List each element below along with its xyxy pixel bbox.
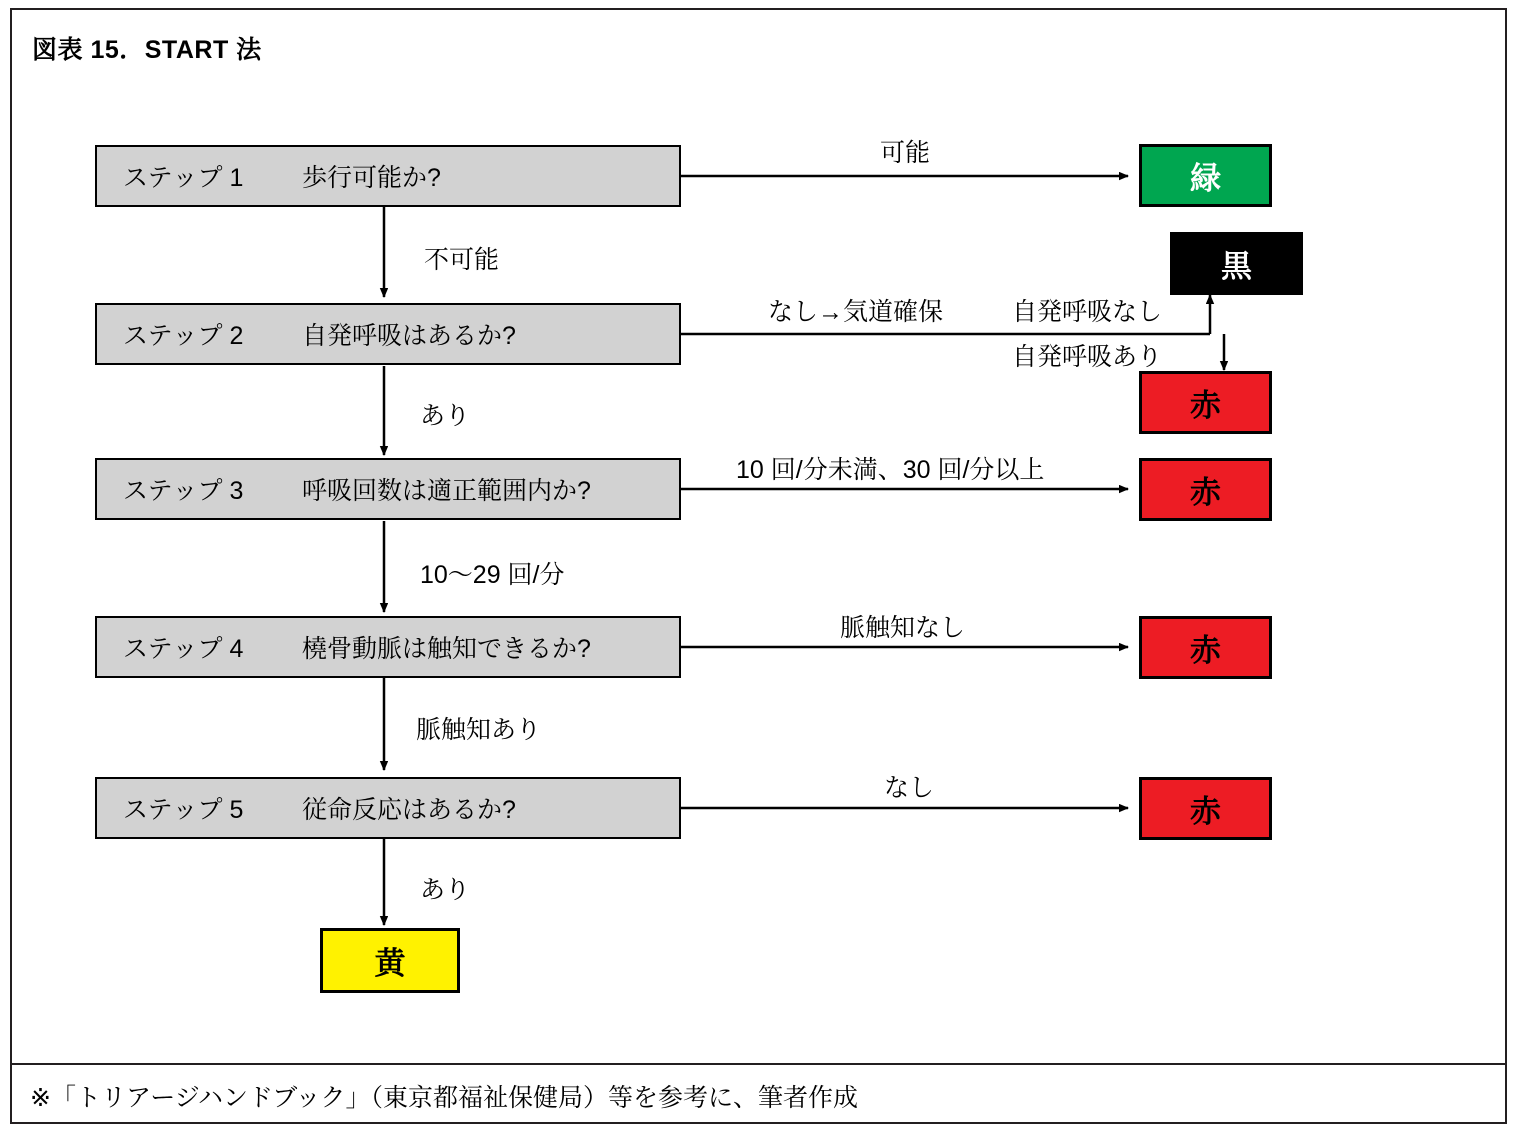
step5-label: ステップ 5 xyxy=(123,796,244,824)
edge-label-walk-impossible: 不可能 xyxy=(424,246,500,274)
tag-red-response[interactable]: 赤 xyxy=(1139,777,1272,840)
step2-question: 自発呼吸はあるか? xyxy=(302,322,516,350)
node-step4[interactable] xyxy=(95,616,681,678)
tag-red-airway[interactable]: 赤 xyxy=(1139,371,1272,434)
step5-question: 従命反応はあるか? xyxy=(302,796,516,824)
edge-label-no-pulse: 脈触知なし xyxy=(840,614,966,642)
edge-label-response-present: あり xyxy=(420,876,471,904)
edge-label-walk-possible: 可能 xyxy=(880,139,931,167)
node-step2[interactable] xyxy=(95,303,681,365)
edge-label-breath-present: あり xyxy=(420,402,471,430)
step3-question: 呼吸回数は適正範囲内か? xyxy=(302,477,591,505)
footnote-divider xyxy=(12,1063,1505,1065)
node-step1[interactable] xyxy=(95,145,681,207)
tag-red-pulse[interactable]: 赤 xyxy=(1139,616,1272,679)
step1-label: ステップ 1 xyxy=(123,164,244,192)
edge-label-resp-normal: 10〜29 回/分 xyxy=(420,561,565,589)
edge-label-resp-out-of-range: 10 回/分未満、30 回/分以上 xyxy=(736,456,1045,484)
edge-label-spontaneous-breath: 自発呼吸あり xyxy=(1012,343,1163,371)
node-step3[interactable] xyxy=(95,458,681,520)
figure-footnote: ※「トリアージハンドブック」（東京都福祉保健局）等を参考に、筆者作成 xyxy=(30,1084,858,1112)
step2-label: ステップ 2 xyxy=(123,322,244,350)
tag-yellow[interactable]: 黄 xyxy=(320,928,460,993)
tag-green[interactable]: 緑 xyxy=(1139,144,1272,207)
step3-label: ステップ 3 xyxy=(123,477,244,505)
edge-label-no-spontaneous-breath: 自発呼吸なし xyxy=(1012,298,1163,326)
step4-label: ステップ 4 xyxy=(123,635,244,663)
edge-label-no-breath-airway: なし→気道確保 xyxy=(768,298,944,326)
edge-label-pulse-present: 脈触知あり xyxy=(416,716,542,744)
step1-question: 歩行可能か? xyxy=(302,164,441,192)
figure-title: 図表 15．START 法 xyxy=(32,36,262,64)
step4-question: 橈骨動脈は触知できるか? xyxy=(302,635,591,663)
node-step5[interactable] xyxy=(95,777,681,839)
tag-black[interactable]: 黒 xyxy=(1170,232,1303,295)
tag-red-respiration[interactable]: 赤 xyxy=(1139,458,1272,521)
edge-label-no-response: なし xyxy=(884,774,935,802)
